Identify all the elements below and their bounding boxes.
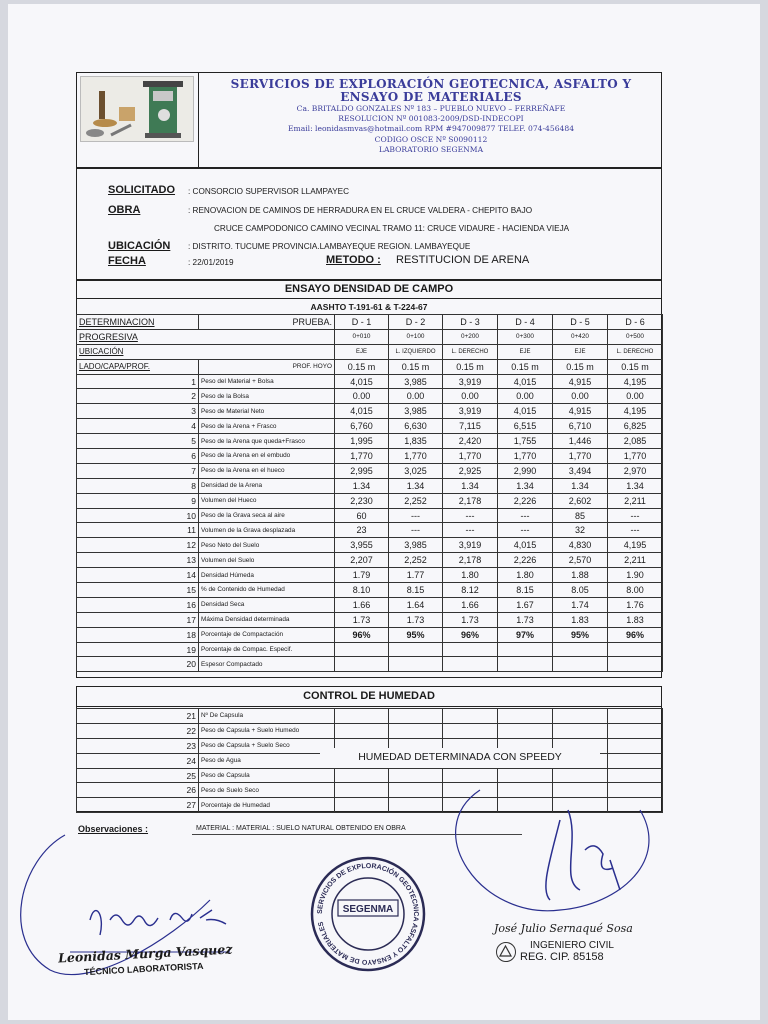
col-progresiva: 0+500 [608,329,663,344]
col-id: D - 3 [443,315,498,330]
ensayo-row [77,523,663,538]
fecha-value: : 22/01/2019 [188,258,234,267]
row-value: --- [498,523,553,538]
row-number: 20 [77,657,199,672]
ensayo-row [77,508,663,523]
row-value [389,783,443,798]
row-value: 2,925 [443,463,498,478]
ensayo-row [77,374,663,389]
row-label: Peso Neto del Suelo [199,538,335,553]
row-value: 7,115 [443,419,498,434]
row-value: 3,985 [389,538,443,553]
row-value: 1.74 [553,597,608,612]
row-value [335,709,389,724]
col-prof: 0.15 m [335,359,389,374]
col-id: D - 1 [335,315,389,330]
row-number: 8 [77,478,199,493]
row-label: Volumen del Hueco [199,493,335,508]
resolution-text: RESOLUCION Nº 001083-2009/DSD-INDECOPI [338,114,524,123]
row-label: Peso de la Arena + Frasco [199,419,335,434]
row-value [498,723,553,738]
row-label: Peso de la Bolsa [199,389,335,404]
ensayo-row [77,657,663,672]
row-value: 8.05 [553,583,608,598]
row-value: 95% [389,627,443,642]
row-value [335,723,389,738]
row-value [608,723,663,738]
lab-equipment-logo [80,76,194,142]
row-value: 8.15 [389,583,443,598]
col-progresiva: 0+010 [335,329,389,344]
row-value: --- [498,508,553,523]
row-number: 2 [77,389,199,404]
row-number: 19 [77,642,199,657]
row-value [389,709,443,724]
row-number: 11 [77,523,199,538]
row-value: 1.73 [389,612,443,627]
row-value: 3,985 [389,404,443,419]
observaciones-text: MATERIAL : MATERIAL : SUELO NATURAL OBTENIDO EN OBRA [196,825,406,832]
row-number: 5 [77,434,199,449]
row-value: 4,015 [498,404,553,419]
row-value: 1.34 [389,478,443,493]
row-value [335,768,389,783]
col-progresiva: 0+300 [498,329,553,344]
row-number: 25 [77,768,199,783]
row-value: 2,990 [498,463,553,478]
row-value [443,657,498,672]
row-number: 23 [77,738,199,753]
row-label: Densidad Húmeda [199,568,335,583]
row-value: 2,178 [443,493,498,508]
row-value: 1.34 [498,478,553,493]
row-label: Peso de la Arena en el embudo [199,449,335,464]
row-value: 4,915 [553,404,608,419]
solicitado-label: SOLICITADO [108,184,176,196]
col-prof: 0.15 m [608,359,663,374]
row-value: 1.90 [608,568,663,583]
row-value: 6,760 [335,419,389,434]
aashto-norm: AASHTO T-191-61 & T-224-67 [310,302,428,312]
speedy-note: HUMEDAD DETERMINADA CON SPEEDY [320,748,600,768]
humedad-row [77,709,663,724]
row-number: 15 [77,583,199,598]
row-value [389,657,443,672]
ubicacion-row [77,344,663,359]
row-value: 1.66 [443,597,498,612]
header-divider [198,72,199,168]
row-value [389,768,443,783]
col-id: D - 6 [608,315,663,330]
row-label: Peso del Material + Bolsa [199,374,335,389]
row-value [553,709,608,724]
row-value: 1.73 [498,612,553,627]
row-value: 2,211 [608,493,663,508]
company-address: Ca. BRITALDO GONZALES Nº 183 – PUEBLO NUEVO – FERREÑAFE [296,104,566,113]
row-value: 2,995 [335,463,389,478]
row-value: 4,015 [335,374,389,389]
row-value: 2,970 [608,463,663,478]
humedad-title: CONTROL DE HUMEDAD [303,690,435,702]
ensayo-row [77,612,663,627]
row-value: 3,955 [335,538,389,553]
col-id: D - 4 [498,315,553,330]
row-value: 32 [553,523,608,538]
row-value [498,657,553,672]
progresiva-label: PROGRESIVA [77,329,335,344]
row-value: 1.34 [553,478,608,493]
row-value: 1.34 [443,478,498,493]
row-value: 4,015 [335,404,389,419]
row-value: 0.00 [498,389,553,404]
row-value: 95% [553,627,608,642]
col-ubicacion: L. DERECHO [443,344,498,359]
row-number: 14 [77,568,199,583]
ensayo-row [77,478,663,493]
row-label: Volumen del Suelo [199,553,335,568]
row-value: 3,919 [443,538,498,553]
row-value: 6,710 [553,419,608,434]
row-value: --- [389,508,443,523]
col-progresiva: 0+200 [443,329,498,344]
row-value: 4,195 [608,404,663,419]
row-value: --- [443,523,498,538]
row-value: 1.83 [608,612,663,627]
prof-row [77,359,663,374]
row-number: 18 [77,627,199,642]
row-value: 2,420 [443,434,498,449]
row-value: 23 [335,523,389,538]
ensayo-row [77,538,663,553]
right-signature-scribble [440,770,680,930]
row-value: 2,211 [608,553,663,568]
cip-emblem-icon [496,942,516,962]
row-value: 8.15 [498,583,553,598]
ensayo-row [77,419,663,434]
ensayo-title: ENSAYO DENSIDAD DE CAMPO [284,283,454,295]
col-ubicacion: L. IZQUIERDO [389,344,443,359]
row-value [335,798,389,813]
row-label: Peso de la Arena que queda+Frasco [199,434,335,449]
ensayo-row [77,583,663,598]
row-value: 0.00 [553,389,608,404]
ubicacion-row-label: UBICACIÓN [77,344,335,359]
ensayo-row [77,553,663,568]
row-value: 2,226 [498,553,553,568]
row-label: Espesor Compactado [199,657,335,672]
row-value: 1,770 [443,449,498,464]
row-value: 2,252 [389,553,443,568]
row-label: % de Contenido de Humedad [199,583,335,598]
col-progresiva: 0+100 [389,329,443,344]
obra-label: OBRA [108,204,141,216]
row-value [443,642,498,657]
row-value [553,657,608,672]
prueba-label: PRUEBA. [199,315,335,330]
row-value [608,642,663,657]
row-value [335,642,389,657]
row-label: Porcentaje de Compac. Especif. [199,642,335,657]
row-label: Peso de la Arena en el hueco [199,463,335,478]
row-value: 1.67 [498,597,553,612]
row-value [498,709,553,724]
row-value: 85 [553,508,608,523]
ensayo-row [77,404,663,419]
row-value: 4,915 [553,374,608,389]
row-value [389,723,443,738]
humedad-row [77,723,663,738]
prof-hoyo-label: PROF. HOYO [199,359,335,374]
row-value: 2,085 [608,434,663,449]
row-number: 26 [77,783,199,798]
right-signer-title: INGENIERO CIVIL [530,940,614,951]
observaciones-label: Observaciones : [78,824,149,834]
row-number: 12 [77,538,199,553]
row-value: 1.80 [443,568,498,583]
row-value: 0.00 [335,389,389,404]
progresiva-row [77,329,663,344]
col-ubicacion: EJE [498,344,553,359]
row-value: 2,207 [335,553,389,568]
ensayo-row [77,597,663,612]
row-number: 24 [77,753,199,768]
row-value: 4,830 [553,538,608,553]
row-label: Máxima Densidad determinada [199,612,335,627]
row-value: 1,755 [498,434,553,449]
row-value [553,723,608,738]
row-label: Peso de Agua [199,753,335,768]
row-value: 1.73 [335,612,389,627]
row-value: 3,025 [389,463,443,478]
ensayo-row [77,493,663,508]
lab-name: LABORATORIO SEGENMA [378,145,484,154]
row-number: 27 [77,798,199,813]
col-ubicacion: L. DERECHO [608,344,663,359]
col-prof: 0.15 m [553,359,608,374]
row-value: 1,770 [389,449,443,464]
ubicacion-value: : DISTRITO. TUCUME PROVINCIA.LAMBAYEQUE REGION. LAMBAYEQUE [188,242,471,251]
row-value [443,723,498,738]
row-value: 3,494 [553,463,608,478]
left-signer-title: TÉCNICO LABORATORISTA [83,960,204,978]
row-value [335,783,389,798]
row-value: 0.00 [608,389,663,404]
row-value: 1,770 [608,449,663,464]
row-value: 1,446 [553,434,608,449]
row-number: 1 [77,374,199,389]
ensayo-table [76,314,663,672]
row-value: 60 [335,508,389,523]
row-label: Porcentaje de Compactación [199,627,335,642]
ensayo-row [77,627,663,642]
solicitado-value: : CONSORCIO SUPERVISOR LLAMPAYEC [188,187,350,196]
row-value: 96% [443,627,498,642]
row-value: 1.64 [389,597,443,612]
determinacion-row [77,315,663,330]
right-signer-reg: REG. CIP. 85158 [520,951,604,963]
row-value [608,709,663,724]
row-number: 7 [77,463,199,478]
row-value: 8.10 [335,583,389,598]
row-value [608,657,663,672]
humedad-title-divider [76,706,662,707]
row-value: 96% [335,627,389,642]
row-value [553,642,608,657]
obra-line-2: CRUCE CAMPODONICO CAMINO VECINAL TRAMO 11: CRUCE VIDAURE - HACIENDA VIEJA [214,224,570,233]
stamp-ring-text: SERVICIOS DE EXPLORACIÓN GEOTECNICA ASFALTO Y ENSAYO DE MATERIALES [316,862,420,966]
ensayo-row [77,642,663,657]
ubicacion-label: UBICACIÓN [108,240,171,252]
row-number: 17 [77,612,199,627]
col-prof: 0.15 m [443,359,498,374]
col-ubicacion: EJE [553,344,608,359]
determinacion-label: DETERMINACION [77,315,199,330]
row-value: --- [389,523,443,538]
row-value: 1.80 [498,568,553,583]
row-number: 22 [77,723,199,738]
stamp-center-text: SEGENMA [342,904,394,915]
row-value: --- [608,508,663,523]
row-value: 6,630 [389,419,443,434]
row-value: 1,770 [498,449,553,464]
row-value [443,709,498,724]
col-prof: 0.15 m [498,359,553,374]
row-value: 3,919 [443,374,498,389]
row-value: 1.76 [608,597,663,612]
row-value: 4,195 [608,374,663,389]
row-value [335,657,389,672]
row-number: 4 [77,419,199,434]
obra-line-1: : RENOVACION DE CAMINOS DE HERRADURA EN EL CRUCE VALDERA - CHEPITO BAJO [188,206,533,215]
ensayo-row [77,449,663,464]
col-id: D - 2 [389,315,443,330]
row-value: 6,515 [498,419,553,434]
right-signer-name: José Julio Sernaqué Sosa [494,922,633,935]
row-label: Nº De Capsula [199,709,335,724]
row-label: Peso de Capsula + Suelo Seco [199,738,335,753]
lado-label: LADO/CAPA/PROF. [77,359,199,374]
ensayo-row [77,389,663,404]
row-label: Peso de Material Neto [199,404,335,419]
row-value: 2,570 [553,553,608,568]
col-id: D - 5 [553,315,608,330]
row-number: 10 [77,508,199,523]
row-value: 4,015 [498,374,553,389]
row-label: Porcentaje de Humedad [199,798,335,813]
row-value: 97% [498,627,553,642]
row-value: 1.83 [553,612,608,627]
fecha-label: FECHA [108,255,146,267]
ensayo-row [77,463,663,478]
row-value: 1.79 [335,568,389,583]
row-value: 1.34 [608,478,663,493]
row-value: 1,770 [553,449,608,464]
metodo-label: METODO : [326,254,381,266]
row-value: 1,995 [335,434,389,449]
row-value [389,642,443,657]
row-number: 6 [77,449,199,464]
row-label: Volumen de la Grava desplazada [199,523,335,538]
row-value [608,753,663,768]
osce-code: CODIGO OSCE Nº S0090112 [374,135,488,144]
row-label: Peso de Capsula [199,768,335,783]
row-value: 2,178 [443,553,498,568]
row-value: --- [443,508,498,523]
row-value [498,642,553,657]
ensayo-row [77,568,663,583]
col-ubicacion: EJE [335,344,389,359]
row-value: 1,835 [389,434,443,449]
row-value: 2,602 [553,493,608,508]
row-value: 8.12 [443,583,498,598]
ensayo-title-divider [76,298,662,299]
row-value: 0.00 [443,389,498,404]
row-label: Densidad Seca [199,597,335,612]
row-value: --- [608,523,663,538]
row-value: 2,230 [335,493,389,508]
row-number: 3 [77,404,199,419]
row-value: 1.34 [335,478,389,493]
row-value: 2,252 [389,493,443,508]
row-number: 13 [77,553,199,568]
row-number: 9 [77,493,199,508]
row-value: 1.66 [335,597,389,612]
row-value: 1.73 [443,612,498,627]
left-signer-name: Leonidas Murga Vasquez [57,941,233,966]
row-value: 2,226 [498,493,553,508]
row-value: 0.00 [389,389,443,404]
row-value: 8.00 [608,583,663,598]
contact-line: Email: leonidasmvas@hotmail.com RPM #947009877 TELEF. 074-456484 [287,124,575,133]
col-progresiva: 0+420 [553,329,608,344]
row-value: 96% [608,627,663,642]
row-label: Densidad de la Arena [199,478,335,493]
row-value: 1,770 [335,449,389,464]
row-value: 6,825 [608,419,663,434]
row-label: Peso de Capsula + Suelo Humedo [199,723,335,738]
row-value [608,738,663,753]
row-value [389,798,443,813]
segenma-stamp [308,854,428,974]
row-label: Peso de Suelo Seco [199,783,335,798]
ensayo-row [77,434,663,449]
row-label: Peso de la Grava seca al aire [199,508,335,523]
row-value: 3,985 [389,374,443,389]
row-value: 1.88 [553,568,608,583]
row-value: 4,015 [498,538,553,553]
metodo-value: RESTITUCION DE ARENA [396,254,530,266]
row-value: 4,195 [608,538,663,553]
row-value: 3,919 [443,404,498,419]
company-name: SERVICIOS DE EXPLORACIÓN GEOTECNICA, ASFALTO Y ENSAYO DE MATERIALES [230,77,632,104]
row-number: 21 [77,709,199,724]
row-number: 16 [77,597,199,612]
col-prof: 0.15 m [389,359,443,374]
row-value: 1.77 [389,568,443,583]
